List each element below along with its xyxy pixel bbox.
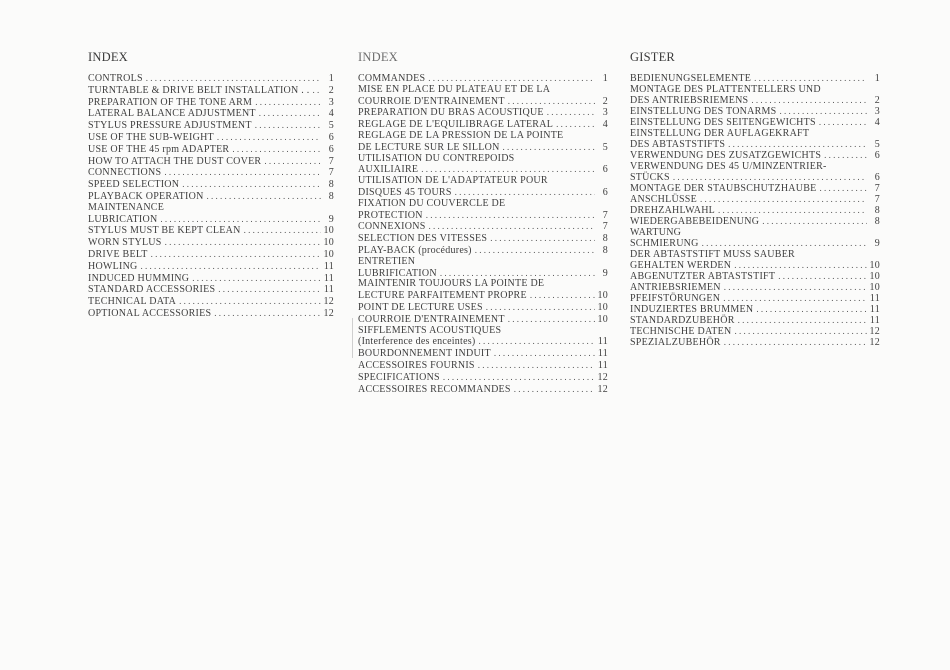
toc-entry-title: DER ABTASTSTIFT MUSS SAUBER: [630, 249, 795, 260]
toc-entry-page: 10: [869, 282, 880, 293]
toc-entry-title: AUXILIAIRE: [358, 164, 419, 176]
toc-entry: [358, 372, 608, 384]
toc-entry-page: 4: [328, 108, 334, 120]
toc-entry-title: SPEZIALZUBEHÖR: [630, 337, 721, 348]
toc-entry-title: INDUZIERTES BRUMMEN: [630, 304, 754, 315]
toc-entry-page: 10: [597, 301, 608, 313]
toc-entry: [358, 290, 608, 302]
toc-entry-title: WORN STYLUS: [88, 237, 162, 249]
dot-leader: [530, 290, 595, 301]
toc-entry: [88, 85, 334, 97]
toc-entry-page: 5: [602, 141, 608, 153]
toc-entry-page: 10: [597, 313, 608, 325]
dot-leader: [255, 120, 321, 131]
dot-leader: [244, 225, 321, 236]
dot-leader: [182, 179, 321, 190]
toc-entry-title: PREPARATION DU BRAS ACOUSTIQUE: [358, 107, 544, 119]
toc-entry-page: 8: [874, 216, 880, 227]
toc-entry-page: 10: [597, 290, 608, 302]
dot-leader: [508, 96, 595, 107]
toc-list: [358, 73, 608, 395]
toc-entry-title: SPEED SELECTION: [88, 179, 180, 191]
dot-leader: [426, 210, 595, 221]
toc-entry-page: 2: [328, 84, 334, 96]
toc-entry: [358, 314, 608, 326]
column-heading: INDEX: [358, 50, 398, 64]
toc-entry: [88, 191, 334, 203]
toc-entry-title: FIXATION DU COUVERCLE DE: [358, 197, 506, 209]
toc-entry: [630, 150, 880, 161]
toc-entry: [358, 245, 608, 257]
toc-entry-title: DES ANTRIEBSRIEMENS: [630, 95, 749, 106]
toc-entry-title: COURROIE D'ENTRAINEMENT: [358, 313, 505, 325]
toc-entry-page: 11: [597, 359, 608, 371]
toc-entry: [630, 128, 880, 139]
toc-entry-page: 1: [328, 73, 334, 84]
dot-leader: [486, 302, 595, 313]
toc-entry: [358, 233, 608, 245]
toc-entry-page: 1: [602, 73, 608, 84]
toc-entry-title: EINSTELLUNG DER AUFLAGEKRAFT: [630, 128, 810, 139]
toc-entry-title: LUBRIFICATION: [358, 267, 437, 279]
dot-leader: [735, 326, 867, 337]
toc-entry-page: 12: [323, 296, 334, 308]
toc-entry-title: ACCESSOIRES FOURNIS: [358, 359, 475, 371]
dot-leader: [751, 95, 867, 106]
dot-leader: [673, 172, 867, 183]
toc-entry-title: ABGENUTZTER ABTASTSTIFT: [630, 271, 776, 282]
toc-entry: [358, 384, 608, 396]
toc-entry: [88, 237, 334, 249]
toc-entry: [88, 296, 334, 308]
toc-entry-title: CONNECTIONS: [88, 167, 162, 179]
dot-leader: [702, 238, 867, 249]
column-heading: GISTER: [630, 50, 675, 64]
toc-entry: [630, 260, 880, 271]
toc-entry-page: 12: [597, 383, 608, 395]
toc-entry: [358, 142, 608, 154]
toc-entry: [358, 154, 608, 165]
toc-entry-title: POINT DE LECTURE USES: [358, 301, 483, 313]
toc-entry: [88, 108, 334, 120]
dot-leader: [312, 85, 321, 96]
dot-leader: [824, 150, 867, 161]
toc-entry: [358, 96, 608, 108]
toc-entry-title: LECTURE PARFAITEMENT PROPRE: [358, 290, 527, 302]
toc-entry: [358, 176, 608, 187]
toc-entry-page: 7: [874, 183, 880, 194]
toc-entry-title: CONTROLS: [88, 73, 143, 84]
toc-entry-title: STYLUS PRESSURE ADJUSTMENT: [88, 120, 252, 132]
toc-entry-title: PREPARATION OF THE TONE ARM: [88, 96, 253, 108]
toc-entry: [630, 326, 880, 337]
toc-entry-page: 11: [597, 348, 608, 360]
toc-entry-title: COMMANDES: [358, 73, 426, 84]
toc-entry-title: COURROIE D'ENTRAINEMENT: [358, 95, 505, 107]
toc-entry: [88, 97, 334, 109]
toc-entry: [358, 221, 608, 233]
toc-entry: [358, 107, 608, 119]
toc-entry-title: REGLAGE DE L'EQUILIBRAGE LATERAL: [358, 119, 554, 131]
toc-entry-title: HOW TO ATTACH THE DUST COVER: [88, 155, 262, 167]
toc-entry: [630, 183, 880, 194]
dot-leader: [780, 106, 868, 117]
toc-entry-page: 9: [874, 238, 880, 249]
dot-leader: [724, 337, 867, 348]
toc-entry-title: DES ABTASTSTIFTS: [630, 139, 726, 150]
toc-entry-title: MONTAGE DES PLATTENTELLERS UND: [630, 84, 821, 95]
toc-entry-page: 12: [869, 337, 880, 348]
toc-entry: [630, 216, 880, 227]
toc-entry-title: VERWENDUNG DES 45 U/MINZENTRIER-: [630, 161, 827, 172]
toc-entry-page: 11: [323, 260, 334, 272]
toc-entry: [630, 117, 880, 128]
toc-entry-title: MONTAGE DER STAUBSCHUTZHAUBE: [630, 183, 817, 194]
dot-leader: [475, 245, 595, 256]
toc-entry-page: 11: [323, 284, 334, 296]
toc-entry: [630, 227, 880, 238]
dot-leader: [478, 336, 594, 347]
toc-entry-page: 10: [323, 248, 334, 260]
toc-entry-title: SIFFLEMENTS ACOUSTIQUES: [358, 324, 502, 336]
dot-leader: [255, 97, 321, 108]
toc-entry-title: MAINTENIR TOUJOURS LA POINTE DE: [358, 278, 545, 290]
toc-entry: [630, 95, 880, 106]
dot-leader: [218, 284, 321, 295]
dot-leader: [756, 304, 867, 315]
dot-leader: [490, 233, 595, 244]
dot-leader: [478, 360, 595, 371]
toc-entry-page: 3: [328, 96, 334, 108]
toc-entry-title: REGLAGE DE LA PRESSION DE LA POINTE: [358, 129, 564, 141]
toc-entry: [630, 271, 880, 282]
toc-entry-page: 9: [328, 213, 334, 225]
toc-entry: [358, 336, 608, 348]
toc-entry-page: 10: [323, 237, 334, 249]
toc-entry-title: STYLUS MUST BE KEPT CLEAN: [88, 225, 241, 237]
toc-entry-title: TECHNICAL DATA: [88, 296, 177, 308]
toc-entry-page: 6: [874, 172, 880, 183]
toc-entry: [358, 257, 608, 268]
dot-leader: [214, 308, 320, 319]
toc-entry-page: 11: [323, 272, 334, 284]
dot-leader: [734, 260, 866, 271]
toc-entry-title: PLAYBACK OPERATION: [88, 190, 204, 202]
dot-leader: [820, 183, 867, 194]
dot-leader: [718, 205, 867, 216]
toc-entry-title: ANSCHLÜSSE: [630, 194, 697, 205]
toc-entry: [630, 139, 880, 150]
toc-list: [88, 73, 334, 320]
dot-leader: [429, 221, 596, 232]
toc-entry: [88, 156, 334, 168]
toc-entry-page: 8: [874, 205, 880, 216]
toc-entry: [88, 214, 334, 226]
dot-leader: [700, 194, 867, 205]
toc-entry-page: 8: [602, 233, 608, 245]
dot-leader: [259, 108, 321, 119]
toc-entry: [358, 85, 608, 96]
dot-leader: [547, 107, 595, 118]
dot-leader: [556, 119, 595, 130]
dot-leader: [819, 117, 867, 128]
dot-leader: [508, 314, 595, 325]
dot-leader: [428, 73, 595, 84]
toc-entry-title: SELECTION DES VITESSES: [358, 233, 488, 245]
toc-entry-title: VERWENDUNG DES ZUSATZGEWICHTS: [630, 150, 822, 161]
toc-entry: [630, 315, 880, 326]
toc-entry-title: DRIVE BELT: [88, 248, 148, 260]
dot-leader: [443, 372, 595, 383]
toc-entry-page: 12: [869, 326, 880, 337]
dot-leader: [762, 216, 867, 227]
toc-entry: [88, 284, 334, 296]
dot-leader: [164, 167, 321, 178]
toc-entry: [630, 249, 880, 260]
toc-entry-title: LATERAL BALANCE ADJUSTMENT: [88, 108, 256, 120]
toc-entry-title: EINSTELLUNG DES SEITENGEWICHTS: [630, 117, 816, 128]
toc-entry-page: 5: [874, 139, 880, 150]
dot-leader: [179, 296, 320, 307]
toc-entry: [358, 360, 608, 372]
index-column-french: [358, 50, 608, 395]
toc-entry-title: GEHALTEN WERDEN: [630, 260, 732, 271]
dot-leader: [728, 139, 867, 150]
toc-entry-title: STANDARD ACCESSORIES: [88, 284, 216, 296]
dot-leader: [264, 156, 321, 167]
toc-entry-title: PROTECTION: [358, 209, 423, 221]
dot-leader: [494, 348, 595, 359]
toc-entry-page: 3: [874, 106, 880, 117]
toc-entry: [630, 73, 880, 84]
toc-entry: [630, 304, 880, 315]
toc-list: [630, 73, 880, 348]
toc-entry-page: 7: [328, 167, 334, 179]
toc-entry-page: 4: [602, 119, 608, 131]
dot-leader: [232, 144, 321, 155]
toc-entry-page: 8: [328, 179, 334, 191]
toc-entry-page: 10: [869, 271, 880, 282]
toc-entry: [358, 210, 608, 222]
toc-entry-page: 6: [602, 186, 608, 198]
toc-entry-title: MISE EN PLACE DU PLATEAU ET DE LA: [358, 83, 551, 95]
toc-entry-title: LUBRICATION: [88, 213, 158, 225]
index-column-german: [630, 50, 880, 348]
dot-leader: [754, 73, 867, 84]
toc-entry-title: DE LECTURE SUR LE SILLON: [358, 141, 500, 153]
toc-entry-title: TECHNISCHE DATEN: [630, 326, 732, 337]
toc-entry-page: 5: [328, 120, 334, 132]
toc-entry: [88, 225, 334, 237]
toc-entry-title: BOURDONNEMENT INDUIT: [358, 348, 491, 360]
toc-entry-title: ANTRIEBSRIEMEN: [630, 282, 721, 293]
toc-entry-page: 6: [874, 150, 880, 161]
dot-leader: [503, 142, 595, 153]
dot-leader: [723, 293, 867, 304]
toc-entry-title: INDUCED HUMMING: [88, 272, 190, 284]
toc-entry-page: 8: [328, 190, 334, 202]
toc-entry: [630, 106, 880, 117]
toc-entry-title: STÜCKS: [630, 172, 670, 183]
dot-leader: [514, 384, 595, 395]
toc-entry-title: (Interference des enceintes): [358, 336, 476, 348]
toc-entry: [630, 84, 880, 95]
dot-leader: [151, 249, 321, 260]
toc-entry-page: 3: [602, 107, 608, 119]
toc-entry-title: DREHZAHLWAHL: [630, 205, 716, 216]
toc-entry: [630, 282, 880, 293]
toc-entry-title: WIEDERGABEBEIDENUNG: [630, 216, 760, 227]
toc-entry-title: UTILISATION DE L'ADAPTATEUR POUR: [358, 175, 548, 187]
dot-leader: [217, 132, 321, 143]
toc-entry: [358, 131, 608, 142]
dot-leader: [421, 164, 595, 175]
toc-entry: [88, 132, 334, 144]
toc-entry-page: 6: [328, 143, 334, 155]
toc-entry-page: 10: [869, 260, 880, 271]
toc-entry-page: 1: [874, 73, 880, 84]
toc-entry: [630, 172, 880, 183]
index-column-english: [88, 50, 334, 320]
toc-entry: [88, 249, 334, 261]
toc-entry-page: 7: [602, 221, 608, 233]
toc-entry-title: SCHMIERUNG: [630, 238, 699, 249]
dot-leader: [165, 237, 321, 248]
toc-entry: [630, 337, 880, 348]
toc-entry-title: ACCESSOIRES RECOMMANDES: [358, 383, 511, 395]
toc-entry: [88, 203, 334, 214]
toc-entry-title: MAINTENANCE: [88, 201, 165, 213]
toc-entry: [88, 308, 334, 320]
toc-entry-title: PLAY-BACK (procédures): [358, 244, 472, 256]
toc-entry: [630, 293, 880, 304]
toc-entry-title: WARTUNG: [630, 227, 682, 238]
toc-entry-page: 12: [597, 371, 608, 383]
toc-entry-title: OPTIONAL ACCESSORIES: [88, 307, 212, 319]
toc-entry-page: 6: [602, 164, 608, 176]
toc-entry-page: 6: [328, 131, 334, 143]
toc-entry: [88, 261, 334, 273]
toc-entry-title: PFEIFSTÖRUNGEN: [630, 293, 721, 304]
dot-leader: [738, 315, 867, 326]
dot-leader: [455, 187, 595, 198]
toc-entry: [358, 326, 608, 337]
toc-entry: [358, 199, 608, 210]
toc-entry-page: 10: [323, 225, 334, 237]
toc-entry-page: 7: [874, 194, 880, 205]
toc-entry-page: 11: [869, 315, 880, 326]
toc-entry-page: 11: [869, 304, 880, 315]
toc-entry-page: 4: [874, 117, 880, 128]
toc-entry: [630, 194, 880, 205]
toc-entry-page: 7: [328, 155, 334, 167]
toc-entry-title: CONNEXIONS: [358, 221, 426, 233]
toc-entry-title: BEDIENUNGSELEMENTE: [630, 73, 752, 84]
margin-mark: [352, 318, 353, 358]
toc-entry-page: 12: [323, 307, 334, 319]
toc-entry: [358, 187, 608, 199]
dot-leader: [207, 191, 321, 202]
toc-entry: [88, 73, 334, 85]
toc-entry-page: 8: [602, 244, 608, 256]
toc-entry-title: ENTRETIEN: [358, 255, 416, 267]
dot-leader: [724, 282, 867, 293]
toc-entry-page: 2: [602, 95, 608, 107]
toc-entry: [630, 161, 880, 172]
dot-leader: [192, 273, 321, 284]
toc-entry-title: USE OF THE SUB-WEIGHT: [88, 131, 214, 143]
dot-leader: [440, 268, 595, 279]
toc-entry-page: 11: [869, 293, 880, 304]
toc-entry-title: TURNTABLE & DRIVE BELT INSTALLATION . .: [88, 84, 310, 96]
toc-entry-page: 7: [602, 209, 608, 221]
toc-entry: [630, 205, 880, 216]
toc-entry: [358, 348, 608, 360]
toc-entry: [358, 279, 608, 290]
toc-entry: [88, 167, 334, 179]
dot-leader: [141, 261, 321, 272]
toc-entry: [88, 120, 334, 132]
toc-entry-title: HOWLING: [88, 260, 138, 272]
toc-entry: [358, 302, 608, 314]
toc-entry-title: SPECIFICATIONS: [358, 371, 440, 383]
toc-entry-title: STANDARDZUBEHÖR: [630, 315, 735, 326]
toc-entry-page: 11: [597, 336, 608, 348]
toc-entry: [88, 179, 334, 191]
toc-entry: [88, 144, 334, 156]
dot-leader: [146, 73, 321, 84]
toc-entry-page: 2: [874, 95, 880, 106]
toc-entry: [88, 273, 334, 285]
toc-entry-title: USE OF THE 45 rpm ADAPTER: [88, 143, 230, 155]
toc-entry: [630, 238, 880, 249]
dot-leader: [778, 271, 866, 282]
dot-leader: [160, 214, 321, 225]
column-heading: INDEX: [88, 50, 128, 64]
toc-entry-title: EINSTELLUNG DES TONARMS: [630, 106, 777, 117]
toc-entry-title: UTILISATION DU CONTREPOIDS: [358, 152, 515, 164]
toc-entry-page: 9: [602, 267, 608, 279]
toc-entry-title: DISQUES 45 TOURS: [358, 186, 452, 198]
